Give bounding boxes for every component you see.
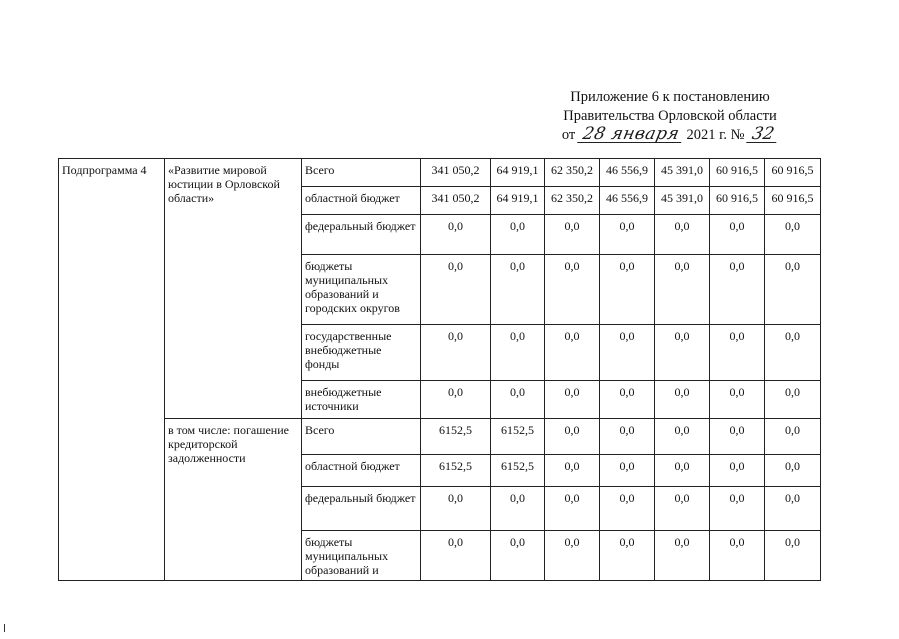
header-from: от: [561, 127, 576, 143]
header-line-2: Правительства Орловской области: [563, 108, 777, 124]
table-row: [59, 159, 821, 187]
amount-cell: 0,0: [545, 487, 600, 531]
amount-cell: 0,0: [655, 487, 710, 531]
amount-cell: 0,0: [655, 215, 710, 255]
amount-cell: 0,0: [421, 325, 491, 381]
amount-cell: 0,0: [421, 487, 491, 531]
amount-cell: 0,0: [421, 381, 491, 419]
amount-cell: 0,0: [765, 419, 821, 455]
amount-cell: 45 391,0: [655, 187, 710, 215]
amount-cell: 0,0: [600, 381, 655, 419]
table-row: [59, 419, 821, 455]
amount-cell: 0,0: [421, 255, 491, 325]
amount-cell: 0,0: [655, 531, 710, 581]
amount-cell: 60 916,5: [765, 159, 821, 187]
amount-cell: 6152,5: [421, 419, 491, 455]
amount-cell: 0,0: [655, 381, 710, 419]
amount-cell: 0,0: [710, 325, 765, 381]
funding-source: федеральный бюджет: [302, 215, 421, 255]
funding-source: государственные внебюджетные фонды: [302, 325, 421, 381]
funding-source: областной бюджет: [302, 187, 421, 215]
amount-cell: 341 050,2: [421, 159, 491, 187]
header-line-1: Приложение 6 к постановлению: [570, 89, 770, 105]
amount-cell: 0,0: [710, 381, 765, 419]
funding-source: федеральный бюджет: [302, 487, 421, 531]
group-name: «Развитие мировой юстиции в Орловской области»: [165, 159, 302, 419]
amount-cell: 64 919,1: [491, 159, 545, 187]
amount-cell: 0,0: [545, 531, 600, 581]
amount-cell: 0,0: [421, 215, 491, 255]
amount-cell: 0,0: [545, 455, 600, 487]
amount-cell: 0,0: [545, 419, 600, 455]
amount-cell: 0,0: [710, 487, 765, 531]
amount-cell: 0,0: [655, 455, 710, 487]
amount-cell: 0,0: [491, 325, 545, 381]
amount-cell: 60 916,5: [765, 187, 821, 215]
amount-cell: 45 391,0: [655, 159, 710, 187]
amount-cell: 0,0: [600, 215, 655, 255]
amount-cell: 62 350,2: [545, 159, 600, 187]
amount-cell: 0,0: [765, 381, 821, 419]
amount-cell: 0,0: [545, 215, 600, 255]
amount-cell: 0,0: [491, 531, 545, 581]
amount-cell: 0,0: [545, 381, 600, 419]
amount-cell: 0,0: [545, 255, 600, 325]
budget-table: [58, 158, 821, 581]
document-header: [540, 88, 800, 145]
handwritten-number: 32: [746, 126, 780, 143]
amount-cell: 0,0: [491, 381, 545, 419]
funding-source: Всего: [302, 419, 421, 455]
amount-cell: 0,0: [765, 215, 821, 255]
amount-cell: 341 050,2: [421, 187, 491, 215]
funding-source: внебюджетные источники: [302, 381, 421, 419]
amount-cell: 0,0: [765, 325, 821, 381]
funding-source: Всего: [302, 159, 421, 187]
funding-source: областной бюджет: [302, 455, 421, 487]
amount-cell: 46 556,9: [600, 159, 655, 187]
handwritten-date: 28 января: [577, 126, 685, 143]
page-edge-mark: [4, 624, 5, 632]
amount-cell: 0,0: [710, 531, 765, 581]
table-body: [59, 159, 821, 581]
amount-cell: 0,0: [765, 487, 821, 531]
amount-cell: 0,0: [655, 255, 710, 325]
amount-cell: 0,0: [655, 419, 710, 455]
amount-cell: 0,0: [600, 419, 655, 455]
funding-source: бюджеты муниципальных образований и: [302, 531, 421, 581]
amount-cell: 0,0: [600, 325, 655, 381]
amount-cell: 0,0: [600, 455, 655, 487]
amount-cell: 6152,5: [491, 419, 545, 455]
header-year: 2021 г. №: [686, 127, 745, 143]
amount-cell: 0,0: [710, 255, 765, 325]
amount-cell: 0,0: [710, 419, 765, 455]
amount-cell: 0,0: [491, 487, 545, 531]
amount-cell: 0,0: [710, 455, 765, 487]
amount-cell: 0,0: [655, 325, 710, 381]
amount-cell: 6152,5: [491, 455, 545, 487]
header-line-3: [540, 126, 800, 145]
amount-cell: 64 919,1: [491, 187, 545, 215]
amount-cell: 62 350,2: [545, 187, 600, 215]
amount-cell: 0,0: [765, 531, 821, 581]
amount-cell: 60 916,5: [710, 187, 765, 215]
amount-cell: 0,0: [765, 255, 821, 325]
amount-cell: 46 556,9: [600, 187, 655, 215]
group-name: в том числе: погашение кредиторской задолженности: [165, 419, 302, 581]
amount-cell: 0,0: [600, 487, 655, 531]
amount-cell: 0,0: [491, 215, 545, 255]
amount-cell: 0,0: [491, 255, 545, 325]
amount-cell: 0,0: [600, 255, 655, 325]
subprogram-label: Подпрограмма 4: [59, 159, 165, 581]
amount-cell: 0,0: [421, 531, 491, 581]
amount-cell: 0,0: [545, 325, 600, 381]
amount-cell: 0,0: [765, 455, 821, 487]
amount-cell: 60 916,5: [710, 159, 765, 187]
amount-cell: 0,0: [600, 531, 655, 581]
amount-cell: 0,0: [710, 215, 765, 255]
amount-cell: 6152,5: [421, 455, 491, 487]
funding-source: бюджеты муниципальных образований и городских округов: [302, 255, 421, 325]
